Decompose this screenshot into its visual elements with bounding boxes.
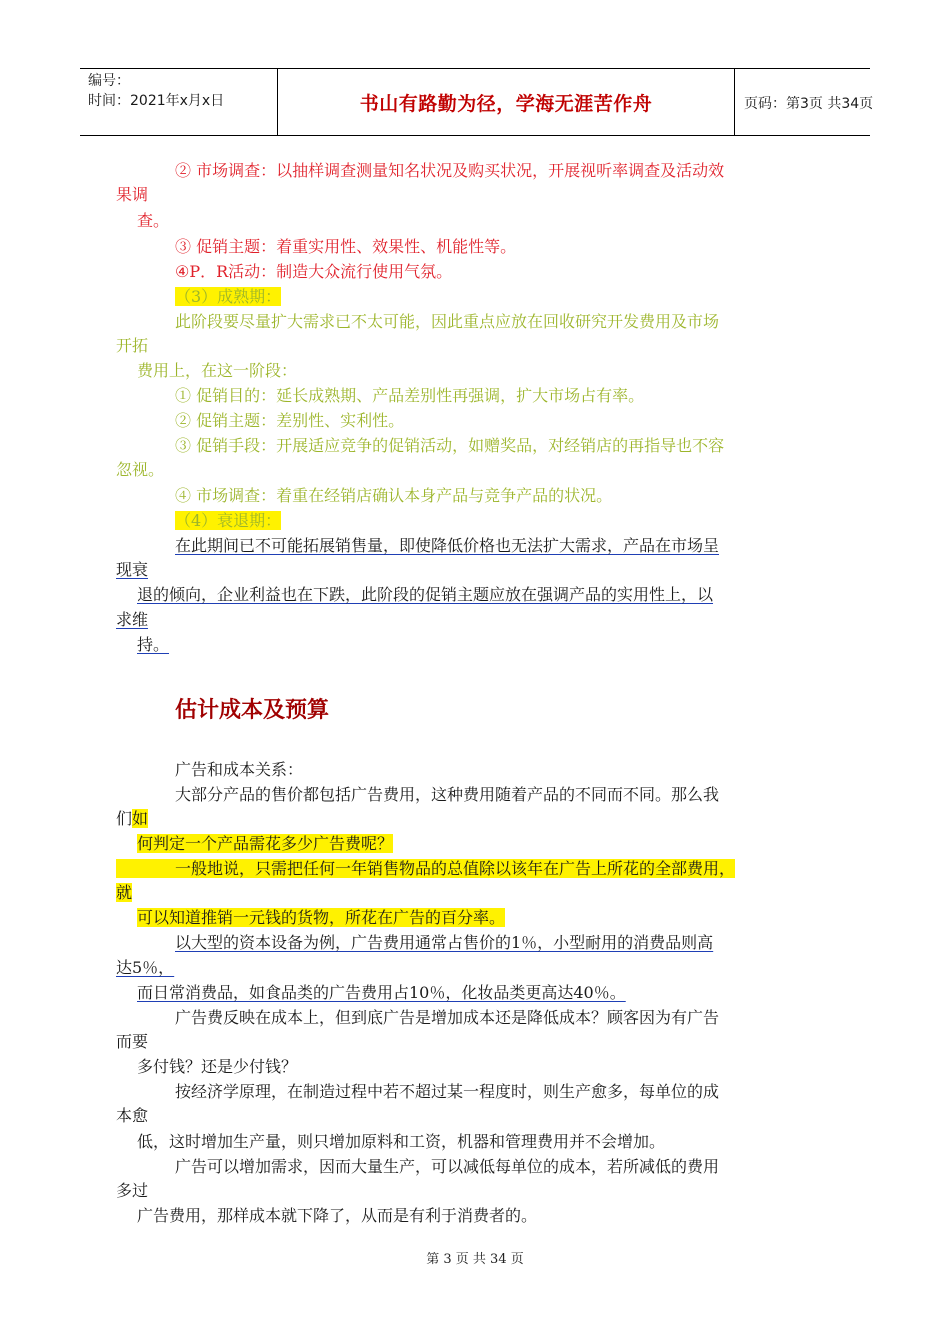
text-line: 广告费反映在成本上，但到底广告是增加成本还是降低成本？顾客因为有广告 <box>175 1008 720 1027</box>
text-fragment: 们 <box>116 809 133 828</box>
header-meta <box>80 69 278 135</box>
text-line: 忽视。 <box>116 460 165 479</box>
text-line: ④P．R活动：制造大众流行使用气氛。 <box>175 262 453 281</box>
text-line: 求维 <box>116 610 149 629</box>
text-line: ② 促销主题：差别性、实利性。 <box>175 411 405 430</box>
text-line: 此阶段要尽量扩大需求已不太可能，因此重点应放在回收研究开发费用及市场 <box>175 312 720 331</box>
text-line: 开拓 <box>116 336 149 355</box>
text-line <box>116 859 735 879</box>
heading-maturity <box>175 287 281 307</box>
text-line: 查。 <box>137 211 170 230</box>
text-line: 果调 <box>116 185 149 204</box>
text-line: 现衰 <box>116 560 149 579</box>
text-line <box>116 883 132 903</box>
text-line: 以大型的资本设备为例，广告费用通常占售价的1％，小型耐用的消费品则高 <box>175 933 714 952</box>
text-line <box>116 809 148 829</box>
text-line: 退的倾向，企业利益也在下跌，此阶段的促销主题应放在强调产品的实用性上，以 <box>137 585 714 604</box>
text-line: ④ 市场调查：着重在经销店确认本身产品与竞争产品的状况。 <box>175 486 613 505</box>
heading-decline <box>175 511 281 531</box>
text-fragment: 可以知道推销一元钱的货物，所花在广告的百分率。 <box>137 908 506 927</box>
text-line: 低，这时增加生产量，则只增加原料和工资，机器和管理费用并不会增加。 <box>137 1132 666 1151</box>
text-line: ③ 促销手段：开展适应竞争的促销活动，如赠奖品，对经销店的再指导也不容 <box>175 436 725 455</box>
text-line <box>137 834 393 854</box>
date-label: 时间：2021年x月x日 <box>88 93 225 109</box>
text-line: ② 市场调查：以抽样调查测量知名状况及购买状况，开展视听率调查及活动效 <box>175 161 725 180</box>
text-fragment: 一般地说，只需把任何一年销售物品的总值除以该年在广告上所花的全部费用， <box>116 859 735 878</box>
page-header <box>80 68 874 136</box>
text-line: 大部分产品的售价都包括广告费用，这种费用随着产品的不同而不同。那么我 <box>175 785 720 804</box>
text-line: 本愈 <box>116 1106 149 1125</box>
text-line: 费用上，在这一阶段： <box>137 361 298 380</box>
page-footer: 第 3 页 共 34 页 <box>426 1252 524 1267</box>
text-line: 而要 <box>116 1032 149 1051</box>
text-fragment: 何判定一个产品需花多少广告费呢？ <box>137 834 394 853</box>
text-line: 持。 <box>137 635 170 654</box>
heading-maturity-text: （3）成熟期： <box>175 287 282 306</box>
text-line: 广告和成本关系： <box>175 760 304 779</box>
text-line: 按经济学原理，在制造过程中若不超过某一程度时，则生产愈多，每单位的成 <box>175 1082 720 1101</box>
text-fragment: 就 <box>116 883 133 902</box>
heading-decline-text: （4）衰退期： <box>175 511 282 530</box>
text-line: ③ 促销主题：着重实用性、效果性、机能性等。 <box>175 237 517 256</box>
text-line: 而日常消费品，如食品类的广告费用占10％，化妆品类更高达40％。 <box>137 983 626 1002</box>
text-line: 达5％， <box>116 958 175 977</box>
page-info: 页码：第3页 共34页 <box>744 96 874 112</box>
section-title: 估计成本及预算 <box>175 698 330 723</box>
text-line <box>137 908 505 928</box>
code-label: 编号： <box>88 73 130 89</box>
text-line: 多付钱？还是少付钱？ <box>137 1057 298 1076</box>
header-page-cell <box>734 69 874 135</box>
text-line: 在此期间已不可能拓展销售量，即使降低价格也无法扩大需求，产品在市场呈 <box>175 536 720 555</box>
header-motto-cell <box>278 69 735 135</box>
text-line: 多过 <box>116 1181 149 1200</box>
text-fragment: 如 <box>132 809 149 828</box>
text-line: 广告可以增加需求，因而大量生产，可以减低每单位的成本，若所减低的费用 <box>175 1157 720 1176</box>
text-line: ① 促销目的：延长成熟期、产品差别性再强调，扩大市场占有率。 <box>175 386 645 405</box>
text-line: 广告费用，那样成本就下降了，从而是有利于消费者的。 <box>137 1206 538 1225</box>
motto: 书山有路勤为径，学海无涯苦作舟 <box>359 93 653 115</box>
